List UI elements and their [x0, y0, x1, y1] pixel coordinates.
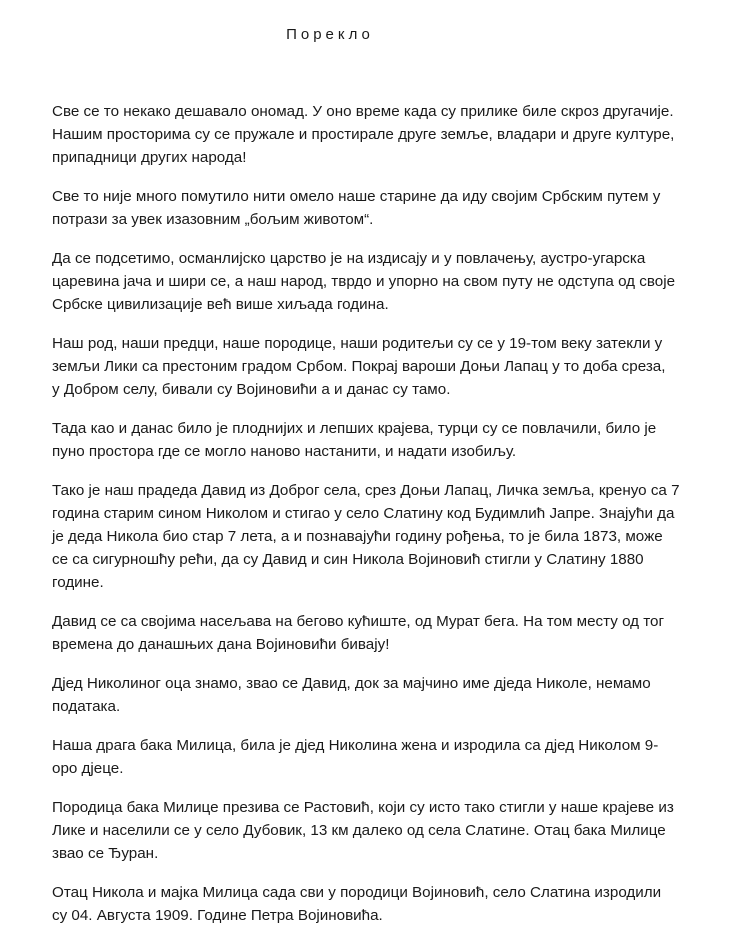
text-line: оро дјеце. [52, 760, 124, 777]
text-line: звао се Ђуран. [52, 845, 159, 862]
text-line: године. [52, 574, 104, 591]
text-line: Наш род, наши предци, наше породице, наши родитељи су се у 19-том веку затекли у [52, 335, 663, 352]
text-line: је деда Никола био стар 7 лета, а и познавајући годину рођења, то је била 1873, може [52, 528, 663, 545]
text-line: времена до данашњих дана Војиновићи бивају! [52, 636, 390, 653]
text-line: Лике и населили се у село Дубовик, 13 км далеко од села Слатине. Отац бака Милице [52, 822, 666, 839]
text-line: царевина јача и шири се, а наш народ, тврдо и упорно на свом путу не одступа од своје [52, 273, 676, 290]
paragraph-4 [52, 332, 714, 401]
text-line: Давид се са својима насељава на бегово кућиште, од Мурат бега. На том месту од тог [52, 613, 665, 630]
text-line: Породица бака Милице презива се Растовић, који су исто тако стигли у наше крајеве из [52, 799, 674, 816]
text-line: припадници других народа! [52, 149, 247, 166]
paragraph-2 [52, 185, 714, 231]
text-line: Србске цивилизације већ више хиљада година. [52, 296, 389, 313]
text-line: Све се то некако дешавало ономад. У оно време када су прилике биле скроз другачије. [52, 103, 674, 120]
paragraph-3 [52, 247, 714, 316]
text-line: се са сигурношћу рећи, да су Давид и син Никола Војиновић стигли у Слатину 1880 [52, 551, 644, 568]
text-line: Наша драга бака Милица, била је дјед Николина жена и изродила са дјед Николом 9- [52, 737, 659, 754]
text-line: Отац Никола и мајка Милица сада сви у породици Војиновић, село Слатина изродили [52, 884, 662, 901]
text-line: Да се подсетимо, османлијско царство је на издисају и у повлачењу, аустро-угарска [52, 250, 646, 267]
text-line: су 04. Августа 1909. Године Петра Војиновића. [52, 907, 383, 924]
document-body [52, 100, 714, 943]
paragraph-6 [52, 479, 714, 594]
paragraph-7 [52, 610, 714, 656]
text-line: потрази за увек изазовним „бољим животом“. [52, 211, 374, 228]
text-line: пуно простора где се могло наново настанити, и надати изобиљу. [52, 443, 517, 460]
paragraph-11 [52, 881, 714, 927]
text-line: Нашим просторима су се пружале и простирале друге земље, владари и друге културе, [52, 126, 675, 143]
paragraph-8 [52, 672, 714, 718]
text-line: Дјед Николиног оца знамо, звао се Давид, док за мајчино име дједа Николе, немамо [52, 675, 651, 692]
paragraph-10 [52, 796, 714, 865]
paragraph-9 [52, 734, 714, 780]
document-title: Порекло [286, 26, 374, 43]
text-line: Тада као и данас било је плоднијих и лепших крајева, турци су се повлачили, било је [52, 420, 657, 437]
text-line: Тако је наш прадеда Давид из Доброг села, срез Доњи Лапац, Личка земља, кренуо са 7 [52, 482, 680, 499]
text-line: у Добром селу, бивали су Војиновићи а и данас су тамо. [52, 381, 451, 398]
paragraph-1 [52, 100, 714, 169]
text-line: година старим сином Николом и стигао у село Слатину код Будимлић Јапре. Знајући да [52, 505, 675, 522]
text-line: Све то није много помутило нити омело наше старине да иду својим Србским путем у [52, 188, 661, 205]
text-line: земљи Лики са престоним градом Србом. Покрај вароши Доњи Лапац у то доба среза, [52, 358, 666, 375]
paragraph-5 [52, 417, 714, 463]
text-line: података. [52, 698, 121, 715]
